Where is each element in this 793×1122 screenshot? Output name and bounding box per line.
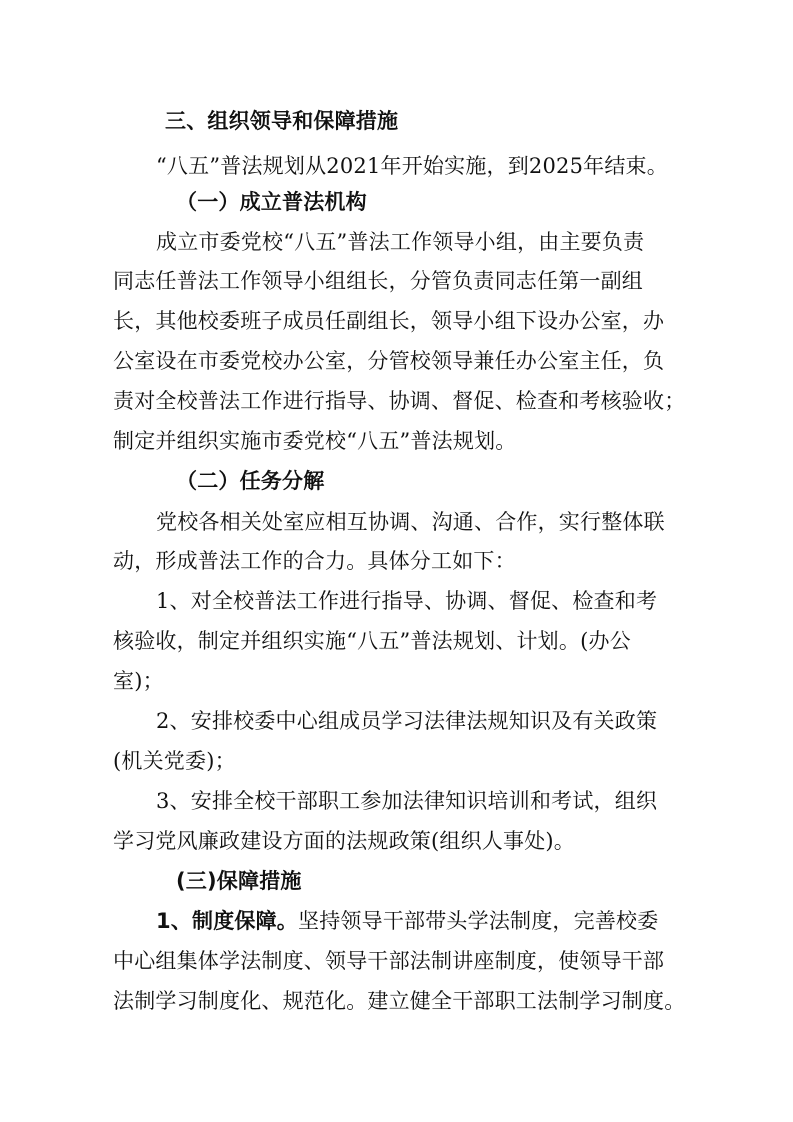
paragraph-line: 党校各相关处室应相互协调、沟通、合作，实行整体联 bbox=[156, 510, 665, 534]
list-item-1-line: 室)； bbox=[113, 669, 164, 693]
list-item-3-line: 学习党风廉政建设方面的法规政策(组织人事处)。 bbox=[113, 829, 575, 853]
paragraph-line: 责对全校普法工作进行指导、协调、督促、检查和考核验收； bbox=[113, 389, 686, 413]
subsection-title-3: (三)保障措施 bbox=[176, 869, 302, 893]
list-item-2-line: 2、安排校委中心组成员学习法律法规知识及有关政策 bbox=[156, 709, 658, 733]
intro-paragraph: “八五”普法规划从2021年开始实施，到2025年结束。 bbox=[156, 154, 668, 178]
paragraph-line: 制定并组织实施市委党校“八五”普法规划。 bbox=[113, 429, 517, 453]
paragraph-line: 长，其他校委班子成员任副组长，领导小组下设办公室，办 bbox=[113, 309, 665, 333]
paragraph-line: 同志任普法工作领导小组组长，分管负责同志任第一副组 bbox=[113, 269, 643, 293]
paragraph-line: 中心组集体学法制度、领导干部法制讲座制度，使领导干部 bbox=[113, 949, 665, 973]
paragraph-lead: 1、制度保障。 bbox=[156, 909, 299, 933]
list-item-1-line: 核验收，制定并组织实施“八五”普法规划、计划。(办公 bbox=[113, 629, 631, 653]
list-item-2-line: (机关党委)； bbox=[113, 749, 236, 773]
subsection-title-1: （一）成立普法机构 bbox=[176, 190, 367, 214]
list-item-1-line: 1、对全校普法工作进行指导、协调、督促、检查和考 bbox=[156, 589, 658, 613]
section-heading: 三、组织领导和保障措施 bbox=[165, 109, 399, 133]
paragraph-line-with-lead bbox=[156, 906, 696, 936]
paragraph-line: 动，形成普法工作的合力。具体分工如下： bbox=[113, 549, 516, 573]
paragraph-line: 法制学习制度化、规范化。建立健全干部职工法制学习制度。 bbox=[113, 989, 686, 1013]
subsection-title-2: （二）任务分解 bbox=[176, 469, 325, 493]
paragraph-line: 公室设在市委党校办公室，分管校领导兼任办公室主任，负 bbox=[113, 349, 665, 373]
paragraph-text: 坚持领导干部带头学法制度，完善校委 bbox=[298, 909, 659, 933]
list-item-3-line: 3、安排全校干部职工参加法律知识培训和考试，组织 bbox=[156, 789, 658, 813]
paragraph-line: 成立市委党校“八五”普法工作领导小组，由主要负责 bbox=[156, 230, 645, 254]
